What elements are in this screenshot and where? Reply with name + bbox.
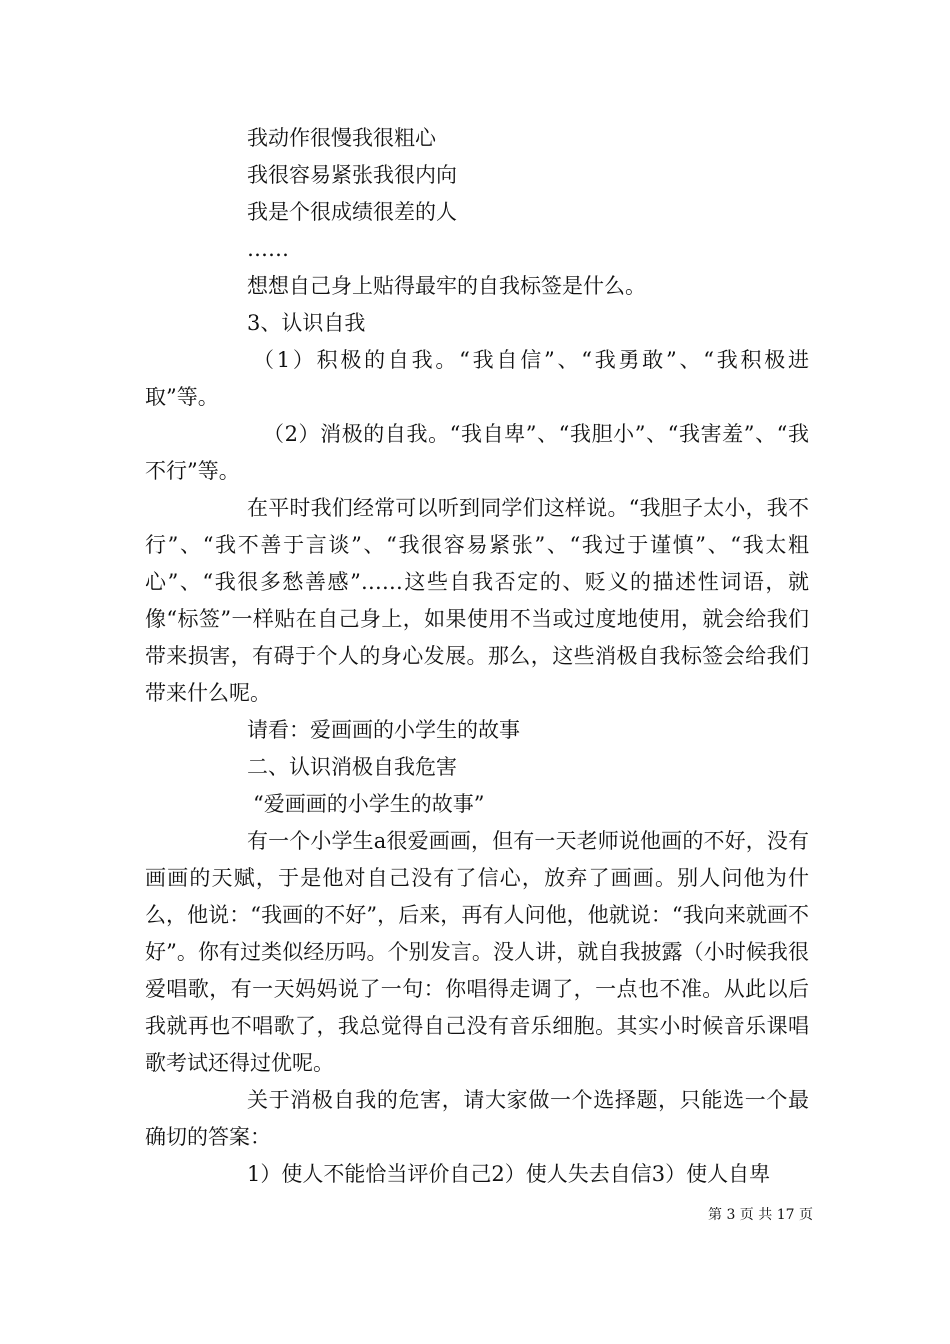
paragraph-question: 关于消极自我的危害，请大家做一个选择题，只能选一个最确切的答案： (145, 1088, 809, 1149)
document-body (145, 120, 809, 1193)
section-heading: 二、认识消极自我危害 (247, 755, 457, 779)
paragraph-positive-self: （1）积极的自我。“我自信”、“我勇敢”、“我积极进取”等。 (145, 348, 809, 409)
paragraph-labels: 在平时我们经常可以听到同学们这样说。“我胆子太小，我不行”、“我不善于言谈”、“我很容易紧张”、“我过于谨慎”、“我太粗心”、“我很多愁善感”……这些自我否定的、贬义的描述性词语，就像“标签”一样贴在自己身上，如果使用不当或过度地使用，就会给我们带来损害，有碍于个人的身心发展。那么，这些消极自我标签会给我们带来什么呢。 (145, 496, 809, 705)
paragraph-line: 我是个很成绩很差的人 (247, 200, 457, 224)
paragraph-line: 请看：爱画画的小学生的故事 (247, 718, 520, 742)
story-title: “爱画画的小学生的故事” (253, 792, 485, 816)
paragraph-line: 我很容易紧张我很内向 (247, 163, 457, 187)
paragraph-line: 想想自己身上贴得最牢的自我标签是什么。 (247, 274, 646, 298)
paragraph-negative-self: （2）消极的自我。“我自卑”、“我胆小”、“我害羞”、“我不行”等。 (145, 422, 809, 483)
paragraph-line: 我动作很慢我很粗心 (247, 126, 436, 150)
page-number: 第 3 页 共 17 页 (708, 1207, 813, 1223)
paragraph-story: 有一个小学生a很爱画画，但有一天老师说他画的不好，没有画画的天赋，于是他对自己没有了信心，放弃了画画。别人问他为什么，他说：“我画的不好”，后来，再有人问他，他就说：“我向来就画不好”。你有过类似经历吗。个别发言。没人讲，就自我披露（小时候我很爱唱歌，有一天妈妈说了一句：你唱得走调了，一点也不准。从此以后我就再也不唱歌了，我总觉得自己没有音乐细胞。其实小时候音乐课唱歌考试还得过优呢。 (145, 829, 809, 1075)
paragraph-options: 1）使人不能恰当评价自己2）使人失去自信3）使人自卑 (247, 1162, 771, 1186)
section-heading: 3、认识自我 (247, 311, 366, 335)
paragraph-ellipsis: …… (247, 237, 289, 261)
